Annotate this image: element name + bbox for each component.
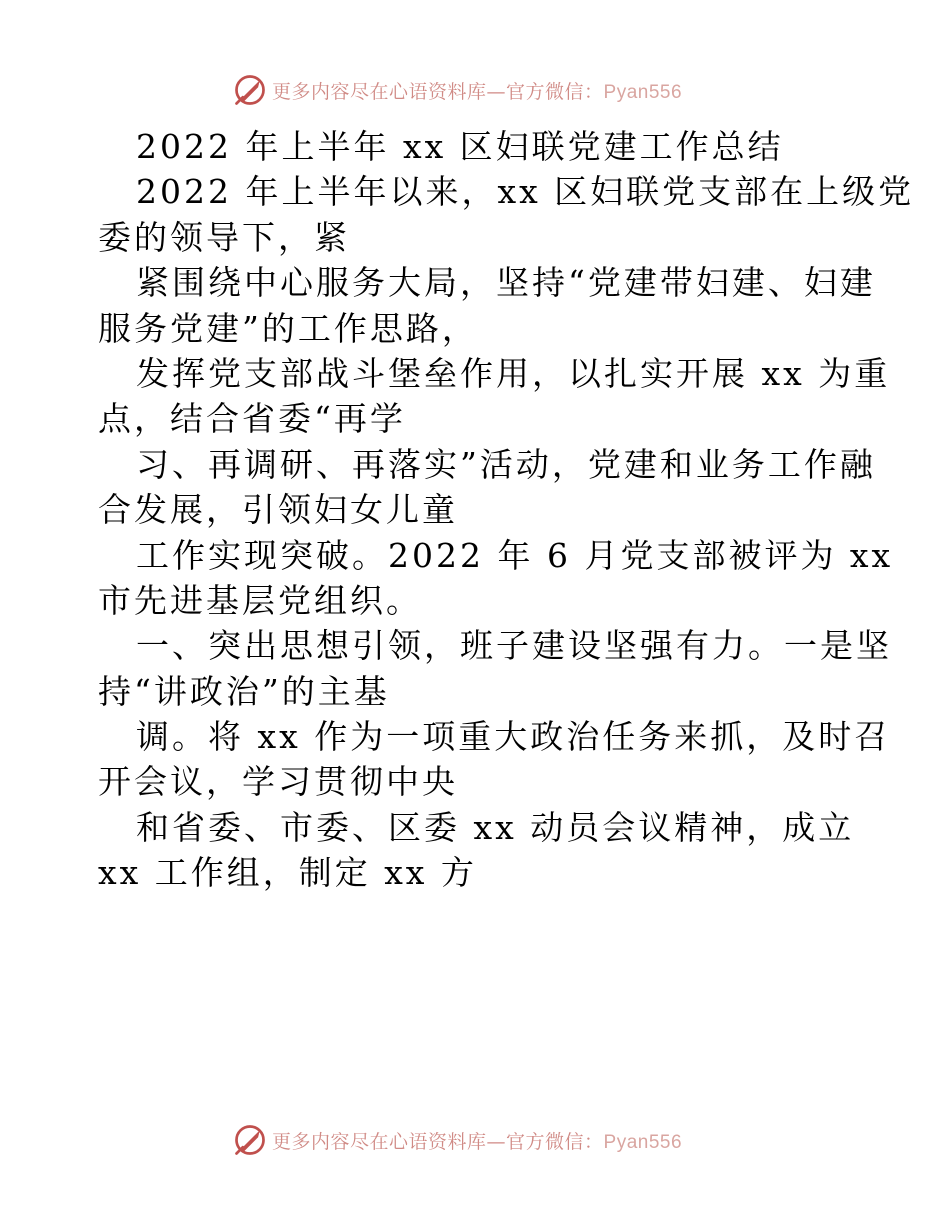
pen-logo-icon (232, 72, 268, 108)
pen-logo-icon (232, 1122, 268, 1158)
text-line: 调。将 xx 作为一项重大政治任务来抓，及时召 (136, 717, 891, 757)
text-line: 合发展，引领妇女儿童 (98, 490, 458, 530)
footer-banner (232, 1120, 712, 1160)
header-banner (232, 70, 712, 110)
text-line: 市先进基层党组织。 (98, 580, 422, 620)
text-line: 和省委、市委、区委 xx 动员会议精神，成立 (136, 807, 855, 847)
text-line: 紧围绕中心服务大局，坚持“党建带妇建、妇建 (136, 263, 876, 303)
document-body (98, 124, 915, 896)
text-line: xx 工作组，制定 xx 方 (98, 853, 477, 893)
text-line: 一、突出思想引领，班子建设坚强有力。一是坚 (136, 626, 892, 666)
text-line: 点，结合省委“再学 (98, 399, 406, 439)
text-line: 发挥党支部战斗堡垒作用，以扎实开展 xx 为重 (136, 353, 891, 393)
text-line: 习、再调研、再落实”活动，党建和业务工作融 (136, 444, 876, 484)
text-line: 2022 年上半年以来，xx 区妇联党支部在上级党 (136, 172, 915, 212)
footer-banner-text: 更多内容尽在心语资料库—官方微信：Pyan556 (272, 1130, 683, 1153)
text-line: 持“讲政治”的主基 (98, 671, 390, 711)
text-line: 2022 年上半年 xx 区妇联党建工作总结 (136, 127, 784, 166)
text-line: 服务党建”的工作思路， (98, 308, 478, 348)
text-line: 委的领导下，紧 (98, 217, 350, 257)
text-line: 工作实现突破。2022 年 6 月党支部被评为 xx (136, 535, 894, 575)
header-banner-text: 更多内容尽在心语资料库—官方微信：Pyan556 (272, 80, 683, 103)
text-line: 开会议，学习贯彻中央 (98, 762, 458, 802)
